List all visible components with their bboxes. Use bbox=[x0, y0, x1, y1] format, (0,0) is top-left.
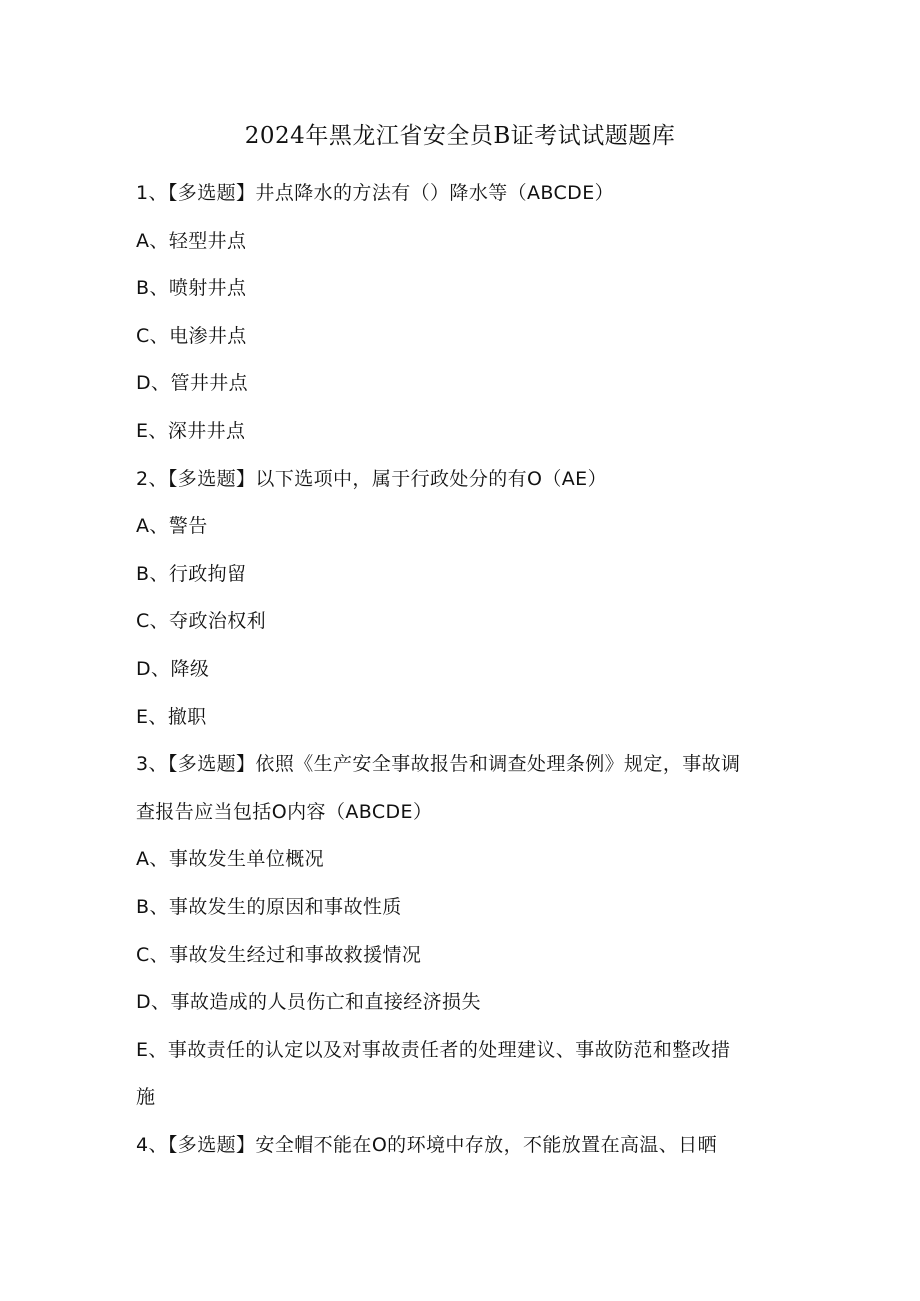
question-2 bbox=[136, 456, 786, 504]
question-text: 井点降水的方法有（）降水等（ABCDE） bbox=[255, 182, 615, 204]
list-separator: 、 bbox=[149, 848, 169, 871]
option-letter: C bbox=[136, 324, 150, 347]
option-letter: A bbox=[136, 229, 150, 252]
option-text: 事故造成的人员伤亡和直接经济损失 bbox=[170, 991, 481, 1014]
question-number: 2 bbox=[136, 467, 149, 490]
question-text: 查报告应当包括O内容（ABCDE） bbox=[136, 800, 433, 823]
list-separator: 、 bbox=[148, 753, 168, 776]
list-separator: 、 bbox=[149, 562, 169, 585]
question-1-option-c bbox=[136, 313, 786, 361]
question-2-option-e bbox=[136, 694, 786, 742]
question-2-option-c bbox=[136, 598, 786, 646]
option-text: 电渗井点 bbox=[169, 324, 247, 347]
option-letter: E bbox=[136, 705, 149, 728]
option-letter: B bbox=[136, 895, 150, 918]
option-text: 深井井点 bbox=[167, 419, 246, 442]
option-letter: D bbox=[136, 657, 152, 680]
list-separator: 、 bbox=[149, 515, 169, 538]
document-title: 2024年黑龙江省安全员B证考试试题题库 bbox=[244, 123, 676, 149]
question-type-tag: 【多选题】 bbox=[167, 753, 256, 776]
question-3-option-a bbox=[136, 836, 786, 884]
option-letter: C bbox=[136, 610, 150, 633]
question-1-option-e bbox=[136, 408, 786, 456]
question-2-option-b bbox=[136, 551, 786, 599]
list-separator: 、 bbox=[148, 1133, 168, 1156]
option-letter: A bbox=[136, 848, 150, 871]
list-separator: 、 bbox=[149, 895, 169, 918]
question-1-option-b bbox=[136, 265, 786, 313]
option-letter: E bbox=[136, 419, 149, 442]
list-separator: 、 bbox=[149, 324, 170, 347]
question-1-option-d bbox=[136, 360, 786, 408]
list-separator: 、 bbox=[148, 419, 168, 442]
question-3-option-e bbox=[136, 1027, 786, 1075]
option-letter: E bbox=[136, 1038, 149, 1061]
question-2-option-a bbox=[136, 503, 786, 551]
option-letter: B bbox=[136, 562, 150, 585]
list-separator: 、 bbox=[149, 943, 170, 966]
list-separator: 、 bbox=[151, 991, 171, 1014]
option-text: 夺政治权利 bbox=[169, 610, 267, 633]
list-separator: 、 bbox=[148, 467, 168, 490]
option-text: 警告 bbox=[168, 515, 208, 538]
option-text: 施 bbox=[136, 1086, 156, 1109]
question-1-option-a bbox=[136, 218, 786, 266]
question-3-option-b bbox=[136, 884, 786, 932]
option-letter: A bbox=[136, 515, 150, 538]
question-2-option-d bbox=[136, 646, 786, 694]
option-text: 事故发生单位概况 bbox=[168, 848, 325, 871]
list-separator: 、 bbox=[149, 277, 169, 300]
list-separator: 、 bbox=[151, 372, 171, 395]
list-separator: 、 bbox=[151, 657, 171, 680]
option-text: 事故发生的原因和事故性质 bbox=[168, 895, 402, 918]
option-letter: C bbox=[136, 943, 150, 966]
option-text: 撤职 bbox=[167, 705, 207, 728]
question-number: 1 bbox=[136, 182, 149, 204]
question-3-option-c bbox=[136, 932, 786, 980]
question-type-tag: 【多选题】 bbox=[167, 182, 256, 204]
question-number: 4 bbox=[136, 1133, 149, 1156]
question-3-continuation bbox=[136, 789, 786, 837]
question-3-option-e-continuation bbox=[136, 1074, 786, 1122]
question-4 bbox=[136, 1122, 786, 1170]
option-text: 事故责任的认定以及对事故责任者的处理建议、事故防范和整改措 bbox=[167, 1038, 731, 1061]
question-1 bbox=[136, 170, 786, 218]
question-3 bbox=[136, 741, 786, 789]
list-separator: 、 bbox=[148, 705, 168, 728]
question-text: 以下选项中，属于行政处分的有O（AE） bbox=[255, 467, 607, 490]
list-separator: 、 bbox=[149, 229, 169, 252]
question-3-option-d bbox=[136, 979, 786, 1027]
option-letter: B bbox=[136, 277, 150, 300]
question-text: 依照《生产安全事故报告和调查处理条例》规定，事故调 bbox=[255, 753, 741, 776]
option-letter: D bbox=[136, 372, 152, 395]
list-separator: 、 bbox=[148, 1038, 168, 1061]
option-text: 轻型井点 bbox=[168, 229, 247, 252]
option-letter: D bbox=[136, 991, 152, 1014]
list-separator: 、 bbox=[149, 610, 170, 633]
list-separator: 、 bbox=[148, 182, 168, 204]
question-type-tag: 【多选题】 bbox=[167, 1133, 256, 1156]
question-number: 3 bbox=[136, 753, 149, 776]
question-list bbox=[136, 170, 786, 1169]
option-text: 事故发生经过和事故救援情况 bbox=[169, 943, 422, 966]
question-type-tag: 【多选题】 bbox=[167, 467, 256, 490]
question-text: 安全帽不能在O的环境中存放，不能放置在高温、日晒 bbox=[255, 1133, 717, 1156]
option-text: 管井井点 bbox=[170, 372, 249, 395]
option-text: 喷射井点 bbox=[168, 277, 247, 300]
option-text: 降级 bbox=[170, 657, 210, 680]
option-text: 行政拘留 bbox=[168, 562, 247, 585]
